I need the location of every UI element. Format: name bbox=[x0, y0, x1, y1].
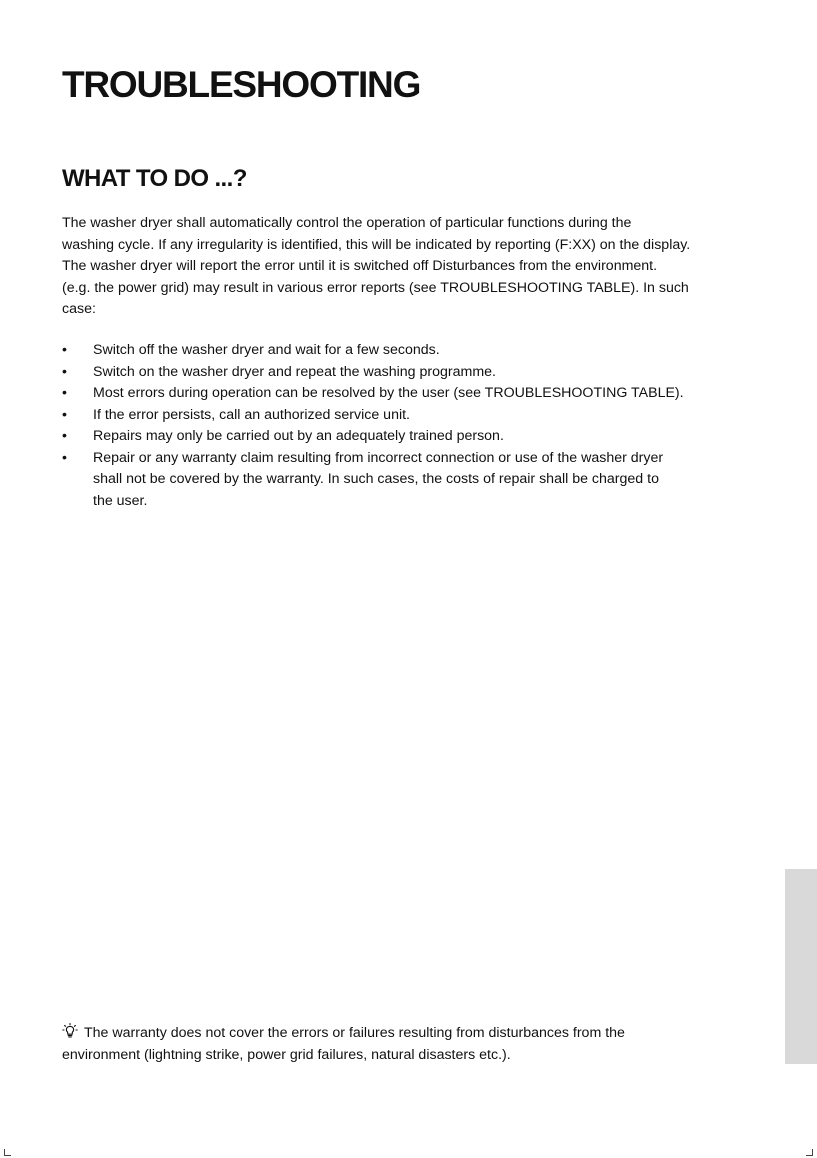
intro-paragraph bbox=[62, 213, 762, 321]
list-item-text: Repairs may only be carried out by an adequately trained person. bbox=[93, 428, 504, 444]
crop-mark bbox=[806, 1149, 813, 1156]
list-item bbox=[62, 340, 762, 362]
lightbulb-icon bbox=[62, 1023, 78, 1039]
list-item-text: If the error persists, call an authorized service unit. bbox=[93, 406, 410, 423]
intro-line: washing cycle. If any irregularity is identified, this will be indicated by reporting (F:XX) on the display. bbox=[62, 236, 691, 253]
list-item-text: shall not be covered by the warranty. In such cases, the costs of repair shall be charged to bbox=[93, 471, 659, 487]
list-item bbox=[62, 383, 762, 405]
bullet-icon: • bbox=[62, 342, 67, 358]
list-item bbox=[62, 426, 762, 448]
section-heading: WHAT TO DO ...? bbox=[62, 165, 247, 192]
list-item-text: Switch on the washer dryer and repeat the washing programme. bbox=[93, 363, 496, 380]
list-item bbox=[62, 405, 762, 427]
note-line bbox=[62, 1023, 762, 1045]
section-tab-marker bbox=[785, 869, 817, 1064]
warranty-note bbox=[62, 1023, 762, 1066]
note-text: The warranty does not cover the errors or failures resulting from disturbances from the bbox=[84, 1025, 625, 1041]
list-item-text: Switch off the washer dryer and wait for a few seconds. bbox=[93, 342, 440, 358]
list-item bbox=[62, 448, 762, 513]
list-item-text: Repair or any warranty claim resulting from incorrect connection or use of the washer dryer bbox=[93, 449, 664, 466]
bullet-icon: • bbox=[62, 428, 67, 444]
intro-line: The washer dryer shall automatically control the operation of particular functions during the bbox=[62, 215, 632, 231]
intro-line: case: bbox=[62, 301, 96, 317]
list-item-text: Most errors during operation can be resolved by the user (see TROUBLESHOOTING TABLE). bbox=[93, 385, 684, 401]
page-title: TROUBLESHOOTING bbox=[62, 64, 421, 105]
bullet-icon: • bbox=[62, 406, 67, 423]
bullet-icon: • bbox=[62, 385, 67, 401]
bullet-icon: • bbox=[62, 449, 67, 466]
intro-line: The washer dryer will report the error until it is switched off Disturbances from the environment. bbox=[62, 258, 658, 274]
list-item bbox=[62, 362, 762, 384]
intro-line: (e.g. the power grid) may result in various error reports (see TROUBLESHOOTING TABLE). In such bbox=[62, 279, 689, 296]
crop-mark bbox=[4, 1149, 11, 1156]
bullet-icon: • bbox=[62, 363, 67, 380]
list-item-text: the user. bbox=[93, 492, 148, 509]
note-line: environment (lightning strike, power grid failures, natural disasters etc.). bbox=[62, 1046, 511, 1063]
instruction-list bbox=[62, 340, 762, 512]
